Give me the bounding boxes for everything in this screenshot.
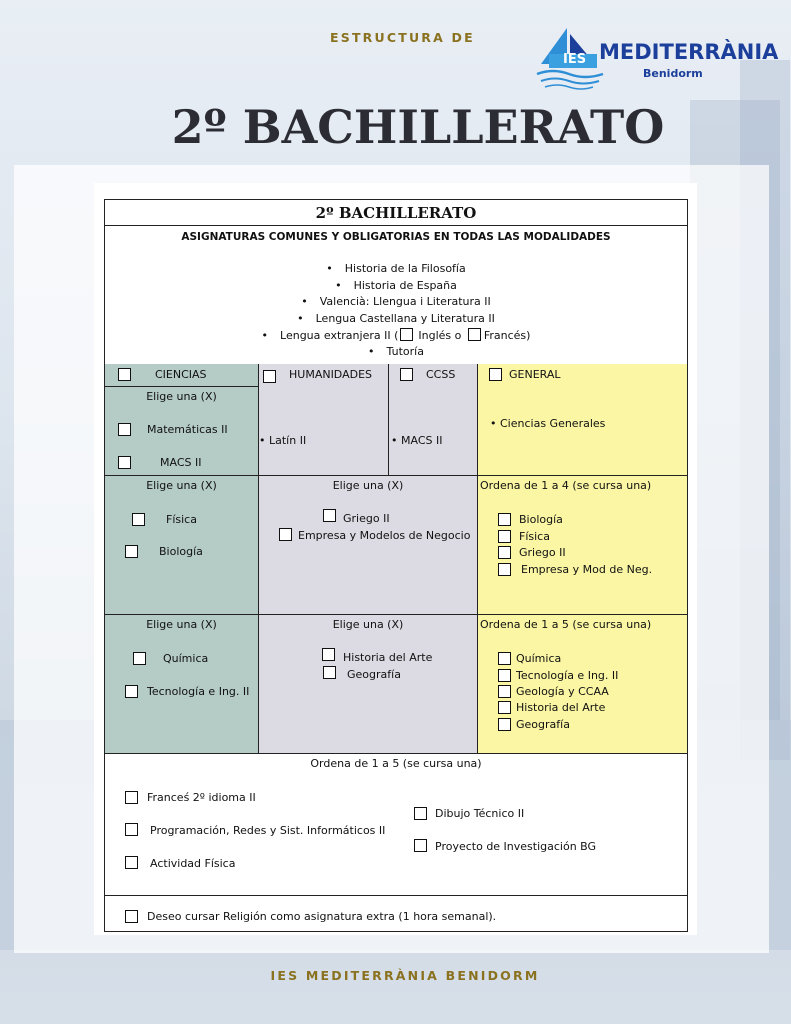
- order-label: Ordena de 1 a 4 (se cursa una): [480, 479, 652, 492]
- language-label: Lengua extranjera II (: [280, 328, 399, 342]
- modality-general-label: GENERAL: [509, 368, 561, 381]
- option-label: Empresa y Modelos de Negocio: [298, 529, 471, 542]
- option-label: Historia del Arte: [343, 651, 433, 664]
- option-label: Dibujo Técnico II: [435, 807, 525, 820]
- option-label: Tecnología e Ing. II: [147, 685, 250, 698]
- option-label: Matemáticas II: [147, 423, 228, 436]
- checkbox-historia-arte[interactable]: [322, 648, 335, 661]
- ccss-subject: • MACS II: [391, 434, 443, 447]
- option-ingles-label: Inglés o: [418, 328, 462, 342]
- list-item-language: [105, 328, 687, 345]
- modality-ciencias-label: CIENCIAS: [155, 368, 207, 381]
- checkbox-griego[interactable]: [323, 509, 336, 522]
- religion-section: [105, 897, 687, 931]
- list-item: • Historia de la Filosofía: [105, 261, 687, 278]
- checkbox-proyecto[interactable]: [414, 839, 427, 852]
- list-item: • Valencià: Llengua i Literatura II: [105, 294, 687, 311]
- religion-label: Deseo cursar Religión como asignatura extra (1 hora semanal).: [147, 910, 497, 923]
- option-label: Geología y CCAA: [516, 685, 609, 698]
- humanidades-ccss-row3: [259, 615, 478, 754]
- option-label: Física: [519, 530, 550, 543]
- general-subject: • Ciencias Generales: [490, 417, 606, 430]
- general-row3: [478, 615, 687, 754]
- checkbox-general[interactable]: [489, 368, 502, 381]
- option-frances-label: Francés): [483, 328, 531, 342]
- modality-ccss-label: CCSS: [426, 368, 456, 381]
- common-subjects-heading: ASIGNATURAS COMUNES Y OBLIGATORIAS EN TODAS LAS MODALIDADES: [181, 231, 611, 243]
- checkbox-fisica[interactable]: [132, 513, 145, 526]
- humanidades-subject: • Latín II: [259, 434, 307, 447]
- optatives-section: [105, 754, 687, 896]
- option-label: Proyecto de Investigación BG: [435, 840, 597, 853]
- modality-ciencias: [105, 364, 259, 387]
- form-title: 2º BACHILLERATO: [105, 200, 687, 226]
- option-label: Tecnología e Ing. II: [516, 669, 619, 682]
- list-item: • Historia de España: [105, 278, 687, 295]
- checkbox-humanidades[interactable]: [263, 370, 276, 383]
- checkbox-gen-quimica[interactable]: [498, 652, 511, 665]
- checkbox-gen-geologia[interactable]: [498, 685, 511, 698]
- humanidades-ccss-row2: [259, 476, 478, 615]
- list-item: • Lengua Castellana y Literatura II: [105, 311, 687, 328]
- checkbox-geografia[interactable]: [323, 666, 336, 679]
- option-label: Química: [163, 652, 209, 665]
- checkbox-quimica[interactable]: [133, 652, 146, 665]
- checkbox-gen-empresa[interactable]: [498, 563, 511, 576]
- checkbox-tecnologia[interactable]: [125, 685, 138, 698]
- option-label: Empresa y Mod de Neg.: [521, 563, 653, 576]
- option-label: Geografía: [347, 668, 401, 681]
- common-subjects-list: [105, 261, 687, 361]
- ciencias-row1: [105, 387, 259, 476]
- logo-city: Benidorm: [643, 67, 703, 80]
- choose-one-label: Elige una (X): [146, 479, 217, 492]
- page-title: 2º BACHILLERATO: [171, 100, 665, 154]
- option-label: Historia del Arte: [516, 701, 606, 714]
- option-label: Física: [166, 513, 197, 526]
- checkbox-gen-fisica[interactable]: [498, 530, 511, 543]
- optatives-heading: Ordena de 1 a 5 (se cursa una): [310, 757, 482, 770]
- enrollment-form: [104, 199, 688, 932]
- checkbox-programacion[interactable]: [125, 823, 138, 836]
- checkbox-religion[interactable]: [125, 910, 138, 923]
- modality-ccss: [389, 364, 478, 476]
- option-label: Actividad Física: [150, 857, 236, 870]
- modality-humanidades: [259, 364, 389, 476]
- option-label: Biología: [519, 513, 563, 526]
- logo-ies-text: IES: [563, 52, 587, 67]
- footer-school-name: IES MEDITERRÀNIA BENIDORM: [270, 968, 540, 983]
- ciencias-row3: [105, 615, 259, 754]
- option-label: Franceś 2º idioma II: [147, 791, 256, 804]
- checkbox-gen-geografia[interactable]: [498, 718, 511, 731]
- checkbox-actividad-fisica[interactable]: [125, 856, 138, 869]
- list-item: • Tutoría: [105, 344, 687, 361]
- option-label: Programación, Redes y Sist. Informáticos II: [150, 824, 386, 837]
- order-label: Ordena de 1 a 5 (se cursa una): [480, 618, 652, 631]
- option-label: MACS II: [160, 456, 202, 469]
- option-label: Química: [516, 652, 562, 665]
- checkbox-frances[interactable]: [468, 328, 481, 341]
- checkbox-dibujo[interactable]: [414, 807, 427, 820]
- option-label: Geografía: [516, 718, 570, 731]
- checkbox-empresa[interactable]: [279, 528, 292, 541]
- checkbox-biologia[interactable]: [125, 545, 138, 558]
- choose-one-label: Elige una (X): [146, 390, 217, 403]
- choose-one-label: Elige una (X): [146, 618, 217, 631]
- checkbox-gen-griego[interactable]: [498, 546, 511, 559]
- checkbox-ciencias[interactable]: [118, 368, 131, 381]
- checkbox-ingles[interactable]: [400, 328, 413, 341]
- modality-general: [478, 364, 687, 476]
- general-row2: [478, 476, 687, 615]
- checkbox-macs[interactable]: [118, 456, 131, 469]
- checkbox-gen-tecnologia[interactable]: [498, 669, 511, 682]
- school-logo: [533, 24, 778, 94]
- header-subtitle: ESTRUCTURA DE: [330, 30, 475, 45]
- checkbox-matematicas[interactable]: [118, 423, 131, 436]
- logo-name: MEDITERRÀNIA: [599, 40, 779, 64]
- option-label: Griego II: [519, 546, 566, 559]
- option-label: Griego II: [343, 512, 390, 525]
- option-label: Biología: [159, 545, 203, 558]
- modality-humanidades-label: HUMANIDADES: [289, 368, 373, 381]
- ciencias-row2: [105, 476, 259, 615]
- choose-one-label: Elige una (X): [332, 479, 404, 492]
- checkbox-ccss[interactable]: [400, 368, 413, 381]
- checkbox-frances-2[interactable]: [125, 791, 138, 804]
- choose-one-label: Elige una (X): [332, 618, 404, 631]
- checkbox-gen-biologia[interactable]: [498, 513, 511, 526]
- checkbox-gen-historia[interactable]: [498, 701, 511, 714]
